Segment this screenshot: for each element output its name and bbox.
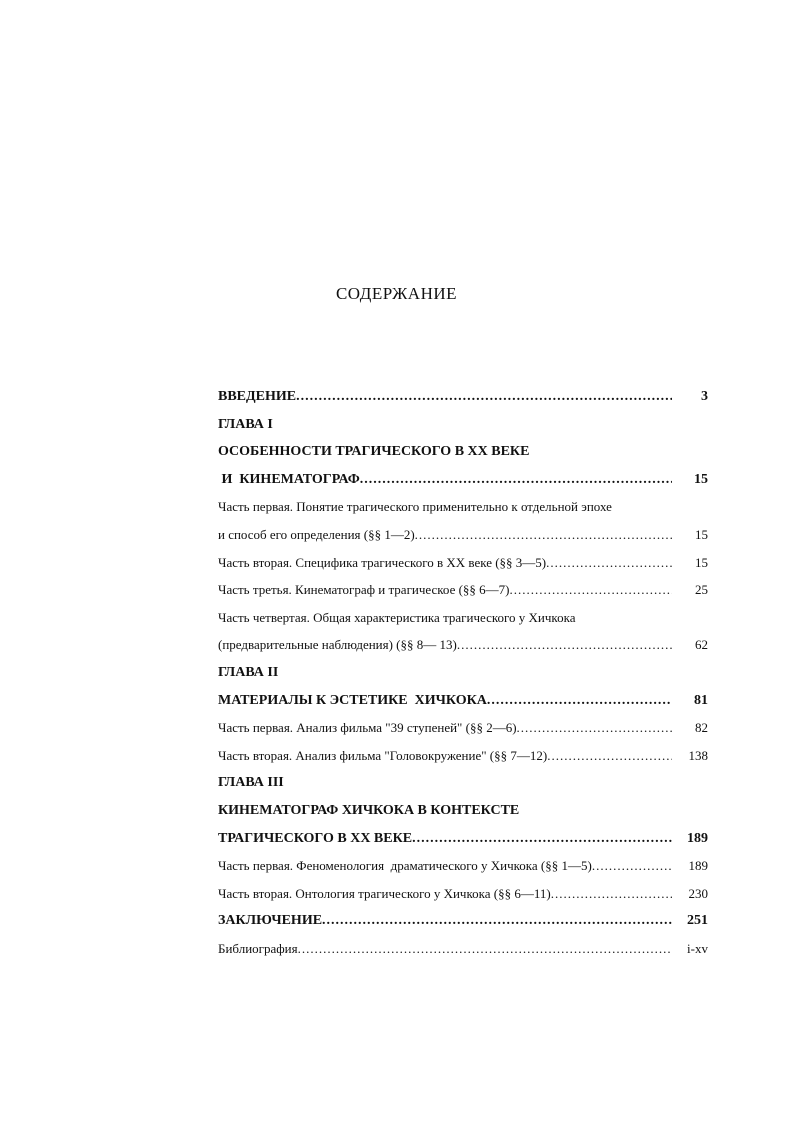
toc-entry [218, 851, 708, 875]
toc-leader-dots [322, 912, 672, 930]
toc-entry-title: ТРАГИЧЕСКОГО В XX ВЕКЕ [218, 830, 413, 846]
toc-leader-dots [457, 636, 672, 654]
toc-page-number: 138 [688, 747, 708, 763]
toc-entry [218, 824, 708, 848]
toc-entry-title: МАТЕРИАЛЫ К ЭСТЕТИКЕ ХИЧКОКА [218, 692, 487, 708]
toc-entry [218, 492, 708, 516]
toc-entry [218, 686, 708, 710]
toc-entry [218, 934, 708, 958]
toc-page-number: 251 [687, 913, 708, 929]
toc-entry [218, 713, 708, 737]
toc-entry [218, 658, 708, 682]
toc-entry-title: ОСОБЕННОСТИ ТРАГИЧЕСКОГО В XX ВЕКЕ [218, 444, 530, 460]
toc-leader-dots [546, 554, 672, 572]
toc-page-number: 189 [688, 858, 708, 874]
toc-page-number: 230 [688, 885, 708, 901]
toc-leader-dots [296, 388, 672, 406]
toc-entry [218, 575, 708, 599]
toc-leader-dots [487, 692, 672, 710]
toc-page-number: 15 [694, 471, 708, 487]
toc-entry-title: Часть третья. Кинематограф и трагическое (§§ 6—7) [218, 582, 510, 598]
toc-entry-title: Часть четвертая. Общая характеристика трагического у Хичкока [218, 609, 576, 625]
toc-leader-dots [592, 857, 672, 875]
toc-leader-dots [517, 719, 672, 737]
toc-page-number: 3 [701, 389, 708, 404]
toc-entry-title: ВВЕДЕНИЕ [218, 389, 297, 404]
toc-leader-dots [415, 526, 672, 544]
toc-entry-title: ГЛАВА I [218, 416, 273, 432]
toc-entry [218, 796, 708, 820]
toc-leader-dots [298, 940, 672, 958]
toc-entry [218, 465, 708, 489]
toc-leader-dots [510, 581, 672, 599]
toc-page-number: 189 [687, 830, 708, 846]
toc-entry-title: ГЛАВА II [218, 665, 279, 680]
toc-entry-title: Часть вторая. Анализ фильма "Головокружение" (§§ 7—12) [218, 747, 548, 763]
toc-leader-dots [551, 885, 672, 903]
toc-leader-dots [360, 471, 672, 489]
toc-entry-title: и способ его определения (§§ 1—2) [218, 527, 415, 542]
toc-entry [218, 741, 708, 765]
toc-entry-title: КИНЕМАТОГРАФ ХИЧКОКА В КОНТЕКСТЕ [218, 803, 520, 818]
toc-entry-title: (предварительные наблюдения) (§§ 8— 13) [218, 637, 457, 653]
toc-entry-title: Часть первая. Понятие трагического применительно к отдельной эпохе [218, 499, 612, 515]
toc-entry [218, 410, 708, 434]
toc-entry-title: Часть первая. Анализ фильма "39 ступеней" (§§ 2—6) [218, 720, 517, 736]
toc-entry [218, 603, 708, 627]
toc-entry-title: ЗАКЛЮЧЕНИЕ [218, 913, 323, 929]
toc-page-number: 82 [695, 720, 708, 736]
toc-entry-title: Часть вторая. Онтология трагического у Хичкока (§§ 6—11) [218, 885, 551, 901]
toc-entry [218, 520, 708, 544]
toc-leader-dots [412, 830, 672, 848]
toc-page-number: 25 [695, 582, 708, 598]
toc-entry [218, 437, 708, 461]
toc-page-number: i-xv [687, 941, 708, 956]
toc-page-number: 62 [695, 637, 708, 653]
toc-entry-title: Часть первая. Феноменология драматического у Хичкока (§§ 1—5) [218, 858, 592, 874]
toc-entry-title: И КИНЕМАТОГРАФ [218, 471, 360, 487]
toc-entry-title: ГЛАВА III [218, 775, 284, 791]
toc-page-number: 15 [695, 554, 708, 570]
toc-leader-dots [547, 747, 672, 765]
toc-entry-title: Часть вторая. Специфика трагического в XX веке (§§ 3—5) [218, 554, 547, 570]
toc-entry [218, 382, 708, 406]
toc-entry [218, 630, 708, 654]
page-title: СОДЕРЖАНИЕ [335, 284, 458, 303]
toc-entry [218, 768, 708, 792]
toc-entry [218, 548, 708, 572]
toc-entry [218, 906, 708, 930]
toc-page-number: 81 [694, 692, 708, 708]
toc-entry [218, 879, 708, 903]
toc-entry-title: Библиография [218, 941, 298, 956]
toc-page-number: 15 [695, 527, 708, 542]
